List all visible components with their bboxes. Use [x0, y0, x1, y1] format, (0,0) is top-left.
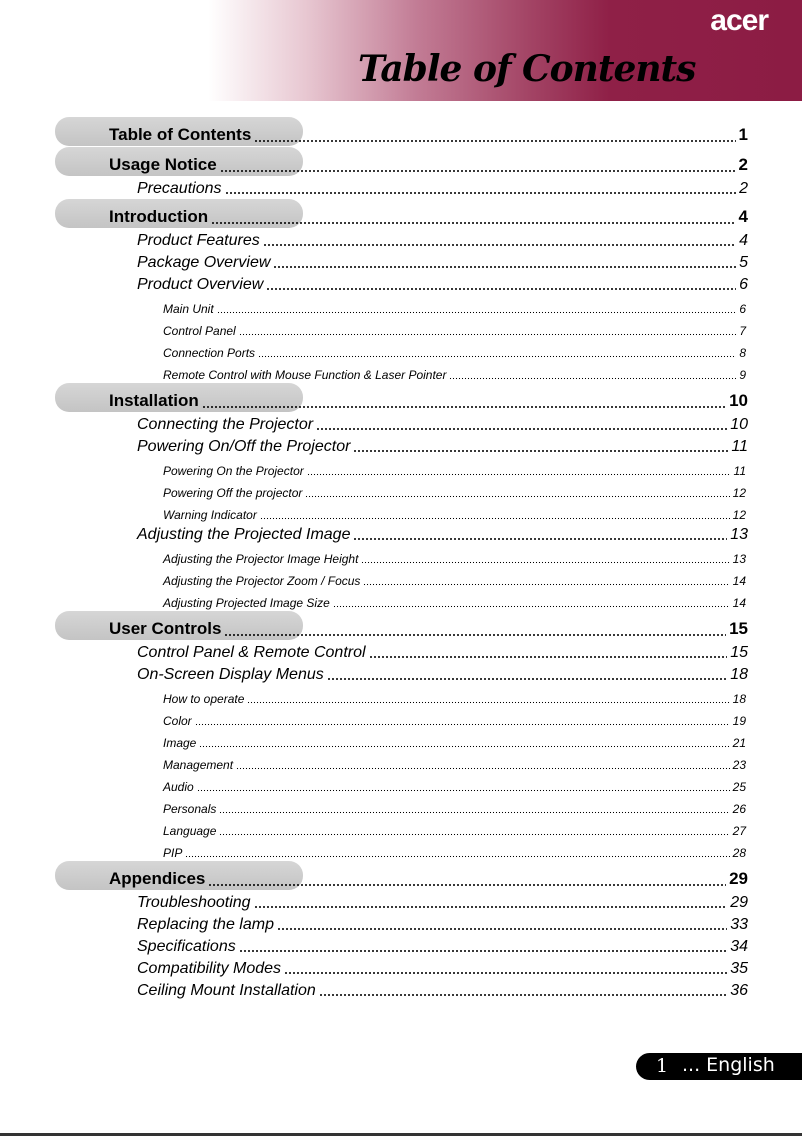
- toc-entry-page: 4: [739, 232, 748, 249]
- dot-leader: [219, 811, 729, 814]
- toc-entry[interactable]: [0, 751, 802, 773]
- toc-entry-label: Appendices: [109, 869, 206, 888]
- dot-leader: [254, 903, 728, 909]
- dot-leader: [247, 701, 729, 704]
- toc-entry-label: Powering On the Projector: [163, 464, 304, 478]
- toc-entry-page: 2: [738, 155, 748, 174]
- toc-entry[interactable]: [0, 641, 802, 663]
- toc-entry-page: 4: [738, 207, 748, 226]
- dot-leader: [236, 767, 730, 770]
- toc-entry-label: Language: [163, 824, 217, 838]
- toc-entry[interactable]: [0, 979, 802, 1001]
- toc-entry-label: Main Unit: [163, 302, 214, 316]
- footer-language: ... English: [682, 1054, 775, 1076]
- toc-entry-label: Audio: [163, 780, 194, 794]
- toc-entry-page: 6: [739, 276, 748, 293]
- toc-entry-label: Product Overview: [137, 276, 264, 293]
- toc-entry-page: 21: [732, 736, 746, 750]
- toc-entry-label: Control Panel: [163, 324, 236, 338]
- toc-entry-page: 7: [739, 324, 746, 338]
- toc-entry-label: User Controls: [109, 619, 222, 638]
- toc-entry[interactable]: [0, 839, 802, 861]
- dot-leader: [197, 789, 730, 792]
- toc-entry-label: Replacing the lamp: [137, 916, 274, 933]
- toc-entry[interactable]: [0, 729, 802, 751]
- dot-leader: [305, 495, 729, 498]
- page-number: 1: [656, 1055, 669, 1077]
- toc-entry-page: 19: [732, 714, 746, 728]
- toc-entry-label: Adjusting Projected Image Size: [163, 596, 330, 610]
- toc-entry-page: 18: [732, 692, 746, 706]
- dot-leader: [185, 855, 729, 858]
- toc-entry[interactable]: [0, 251, 802, 273]
- toc-section-entry[interactable]: [0, 384, 802, 413]
- toc-entry[interactable]: [0, 177, 802, 199]
- toc-entry-label: Personals: [163, 802, 217, 816]
- toc-entry-page: 15: [730, 644, 748, 661]
- toc-entry[interactable]: [0, 663, 802, 685]
- dot-leader: [266, 285, 736, 291]
- dot-leader: [333, 605, 730, 608]
- toc-entry-label: Installation: [109, 391, 199, 410]
- toc-entry-page: 18: [730, 666, 748, 683]
- toc-entry-label: Troubleshooting: [137, 894, 251, 911]
- toc-entry-label: PIP: [163, 846, 183, 860]
- toc-section-entry[interactable]: [0, 148, 802, 177]
- toc-entry-page: 6: [739, 302, 746, 316]
- toc-entry-label: Powering On/Off the Projector: [137, 438, 351, 455]
- toc-entry-label: Image: [163, 736, 197, 750]
- toc-entry-label: Color: [163, 714, 192, 728]
- toc-entry-label: How to operate: [163, 692, 245, 706]
- toc-entry-page: 14: [732, 574, 746, 588]
- toc-entry-page: 8: [739, 346, 746, 360]
- toc-entry[interactable]: [0, 435, 802, 457]
- toc-entry-label: Powering Off the projector: [163, 486, 303, 500]
- toc-section-entry[interactable]: [0, 862, 802, 891]
- dot-leader: [202, 403, 726, 409]
- toc-entry-label: Package Overview: [137, 254, 271, 271]
- toc-entry[interactable]: [0, 361, 802, 383]
- dot-leader: [219, 833, 729, 836]
- dot-leader: [361, 561, 729, 564]
- dot-leader: [217, 311, 737, 314]
- toc-entry[interactable]: [0, 685, 802, 707]
- toc-entry-page: 5: [739, 254, 748, 271]
- toc-entry[interactable]: [0, 545, 802, 567]
- toc-entry-page: 15: [729, 619, 748, 638]
- dot-leader: [277, 925, 727, 931]
- dot-leader: [273, 263, 736, 269]
- dot-leader: [220, 167, 736, 173]
- toc-entry-page: 2: [739, 180, 748, 197]
- toc-entry[interactable]: [0, 957, 802, 979]
- toc-entry[interactable]: [0, 457, 802, 479]
- toc-entry[interactable]: [0, 229, 802, 251]
- toc-section-entry[interactable]: [0, 612, 802, 641]
- page-title: Table of Contents: [358, 48, 696, 90]
- dot-leader: [254, 137, 735, 143]
- toc-entry-label: Adjusting the Projected Image: [137, 526, 351, 543]
- dot-leader: [353, 535, 727, 541]
- toc-entry[interactable]: [0, 589, 802, 611]
- toc-entry-page: 9: [739, 368, 746, 382]
- toc-entry-page: 11: [733, 464, 746, 478]
- toc-entry-page: 10: [730, 416, 748, 433]
- toc-entry[interactable]: [0, 501, 802, 523]
- toc-entry-page: 33: [730, 916, 748, 933]
- toc-entry[interactable]: [0, 273, 802, 295]
- toc-section-entry[interactable]: [0, 118, 802, 147]
- dot-leader: [195, 723, 730, 726]
- dot-leader: [316, 425, 727, 431]
- toc-entry[interactable]: [0, 567, 802, 589]
- toc-entry-label: Table of Contents: [109, 125, 252, 144]
- toc-entry-label: Ceiling Mount Installation: [137, 982, 316, 999]
- toc-entry-page: 13: [730, 526, 748, 543]
- toc-section-entry[interactable]: [0, 200, 802, 229]
- toc-entry-label: Connection Ports: [163, 346, 256, 360]
- toc-entry-page: 10: [729, 391, 748, 410]
- page-footer-tab: [636, 1053, 802, 1080]
- toc-entry-label: Connecting the Projector: [137, 416, 314, 433]
- toc-entry-page: 27: [732, 824, 746, 838]
- dot-leader: [449, 377, 736, 380]
- dot-leader: [369, 653, 728, 659]
- toc-entry-page: 28: [732, 846, 746, 860]
- toc-entry-label: Usage Notice: [109, 155, 217, 174]
- dot-leader: [225, 189, 737, 195]
- toc-entry-label: Product Features: [137, 232, 260, 249]
- toc-entry-page: 36: [730, 982, 748, 999]
- toc-entry-page: 1: [738, 125, 748, 144]
- toc-entry-page: 13: [732, 552, 746, 566]
- dot-leader: [327, 675, 727, 681]
- acer-logo: acer: [710, 4, 768, 37]
- toc-entry[interactable]: [0, 707, 802, 729]
- dot-leader: [353, 447, 728, 453]
- dot-leader: [319, 991, 727, 997]
- toc-entry-label: Precautions: [137, 180, 222, 197]
- toc-entry[interactable]: [0, 339, 802, 361]
- dot-leader: [263, 241, 736, 247]
- dot-leader: [307, 473, 731, 476]
- dot-leader: [208, 881, 726, 887]
- toc-entry-page: 34: [730, 938, 748, 955]
- dot-leader: [239, 333, 737, 336]
- toc-entry[interactable]: [0, 295, 802, 317]
- dot-leader: [363, 583, 729, 586]
- toc-entry[interactable]: [0, 891, 802, 913]
- dot-leader: [224, 631, 726, 637]
- toc-entry-label: Compatibility Modes: [137, 960, 282, 977]
- toc-entry-label: Adjusting the Projector Image Height: [163, 552, 359, 566]
- dot-leader: [258, 355, 736, 358]
- toc-entry-page: 25: [732, 780, 746, 794]
- toc-entry[interactable]: [0, 795, 802, 817]
- dot-leader: [211, 219, 735, 225]
- toc-entry-page: 11: [731, 438, 748, 455]
- toc-entry-page: 26: [732, 802, 746, 816]
- dot-leader: [260, 517, 730, 520]
- toc-entry-page: 35: [730, 960, 748, 977]
- toc-entry[interactable]: [0, 935, 802, 957]
- toc-entry-page: 29: [729, 869, 748, 888]
- toc-entry[interactable]: [0, 817, 802, 839]
- toc-entry[interactable]: [0, 479, 802, 501]
- toc-entry-page: 23: [732, 758, 746, 772]
- toc-entry-label: Specifications: [137, 938, 236, 955]
- dot-leader: [199, 745, 729, 748]
- toc-entry[interactable]: [0, 317, 802, 339]
- toc-entry-label: Adjusting the Projector Zoom / Focus: [163, 574, 361, 588]
- toc-entry-page: 12: [732, 486, 746, 500]
- toc-entry[interactable]: [0, 413, 802, 435]
- toc-entry-label: Management: [163, 758, 234, 772]
- dot-leader: [239, 947, 727, 953]
- toc-entry-label: Introduction: [109, 207, 209, 226]
- dot-leader: [284, 969, 727, 975]
- toc-entry[interactable]: [0, 773, 802, 795]
- toc-entry-label: On-Screen Display Menus: [137, 666, 324, 683]
- toc-entry-page: 29: [730, 894, 748, 911]
- toc-entry-page: 14: [732, 596, 746, 610]
- toc-entry-label: Remote Control with Mouse Function & Laser Pointer: [163, 368, 447, 382]
- toc-entry-page: 12: [732, 508, 746, 522]
- toc-entry-label: Control Panel & Remote Control: [137, 644, 366, 661]
- toc-entry[interactable]: [0, 523, 802, 545]
- toc-entry[interactable]: [0, 913, 802, 935]
- table-of-contents: [0, 117, 802, 1001]
- toc-entry-label: Warning Indicator: [163, 508, 257, 522]
